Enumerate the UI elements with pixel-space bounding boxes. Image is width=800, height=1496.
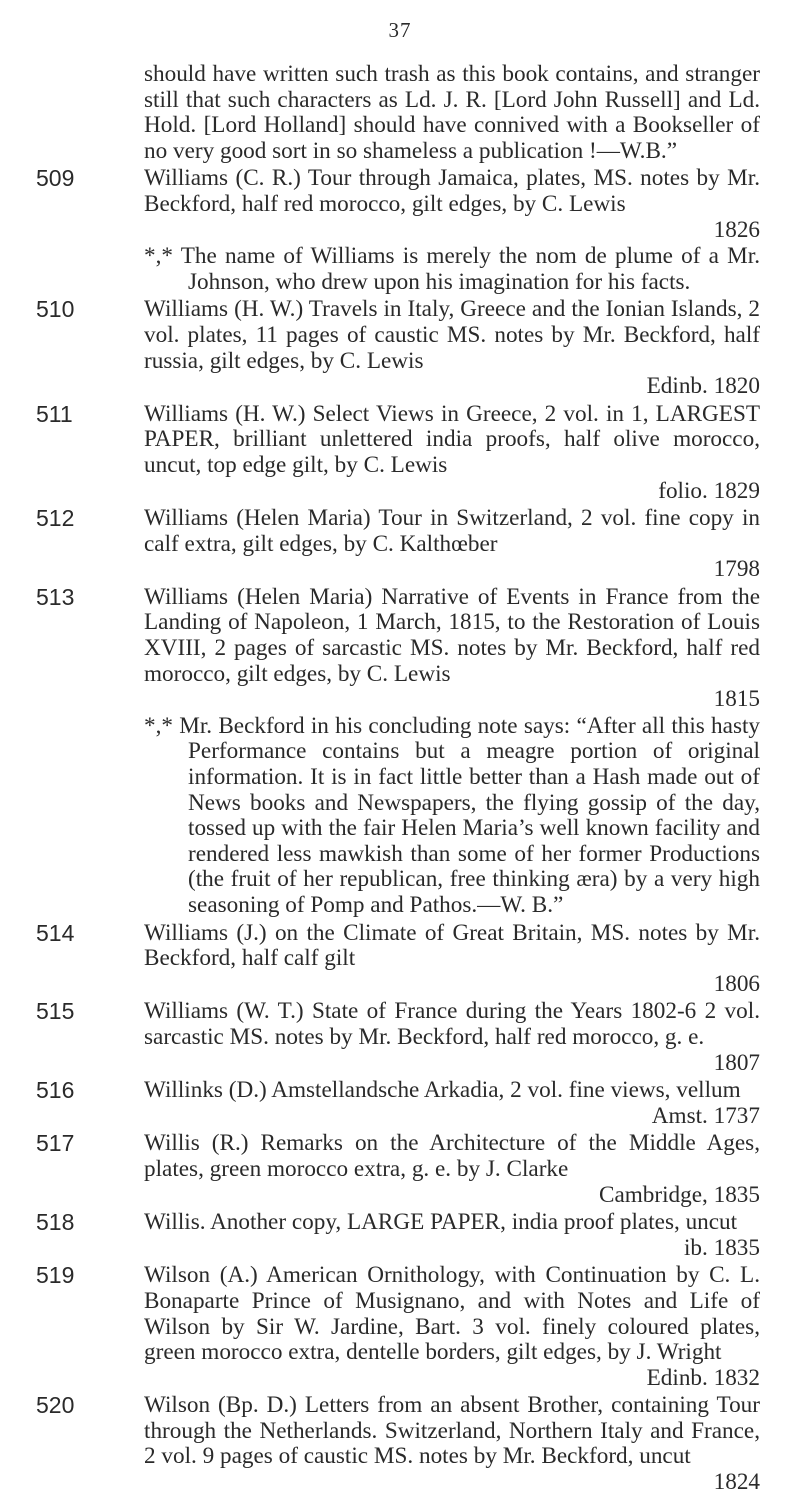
entry-number: 515 xyxy=(36,998,75,1025)
entry-date: ib. 1835 xyxy=(683,1234,760,1261)
entry-number: 511 xyxy=(36,400,73,427)
entry-date: Cambridge, 1835 xyxy=(599,1181,760,1208)
entry-number: 509 xyxy=(36,165,75,192)
page-number: 37 xyxy=(388,18,412,42)
entry-date: folio. 1829 xyxy=(658,477,760,504)
entry-date: 1806 xyxy=(713,970,760,997)
catalogue-entry xyxy=(36,297,760,399)
entry-date: Edinb. 1832 xyxy=(646,1364,760,1391)
catalogue-entry xyxy=(36,166,760,295)
entry-number: 512 xyxy=(36,505,75,532)
entry-text: Williams (W. T.) State of France during the Years 1802-6 2 vol. sarcastic MS. notes by Mr. Beckford, half red morocco, g. e. xyxy=(144,998,760,1050)
entry-date: Amst. 1737 xyxy=(651,1102,760,1129)
page-content xyxy=(36,62,760,1496)
entry-text: Williams (Helen Maria) Tour in Switzerland, 2 vol. fine copy in calf extra, gilt edges, by C. Kalthœber xyxy=(144,505,760,557)
catalogue-entry xyxy=(36,1210,760,1261)
entry-number: 517 xyxy=(36,1130,75,1157)
catalogue-entry xyxy=(36,1263,760,1391)
entry-text: Wilson (A.) American Ornithology, with Continuation by C. L. Bonaparte Prince of Musignano, and with Notes and Life of Wilson by Sir W. Jardine, Bart. 3 vol. finely coloured plates, green morocco extra, dentelle borders, gilt edges, by J. Wright xyxy=(144,1262,760,1366)
entry-date: 1798 xyxy=(713,556,760,583)
entry-number: 518 xyxy=(36,1209,75,1236)
entry-date: 1824 xyxy=(713,1469,760,1496)
entry-text: Williams (J.) on the Climate of Great Britain, MS. notes by Mr. Beckford, half calf gilt xyxy=(144,919,760,972)
catalogue-entry xyxy=(36,1078,760,1129)
entry-text: Willis (R.) Remarks on the Architecture of the Middle Ages, plates, green morocco extra, g. e. by J. Clarke xyxy=(144,1130,760,1182)
catalogue-entry xyxy=(36,506,760,583)
entry-number: 513 xyxy=(36,583,75,610)
entry-text: Williams (Helen Maria) Narrative of Events in France from the Landing of Napoleon, 1 March, 1815, to the Restoration of Louis XVIII, 2 pages of sarcastic MS. notes by Mr. Beckford, half red morocco, gilt edges, by C. Lewis xyxy=(144,583,760,687)
entry-date: 1815 xyxy=(713,686,760,713)
catalogue-entry xyxy=(36,585,760,919)
catalogue-entry xyxy=(36,1393,760,1495)
entry-text: Willis. Another copy, LARGE PAPER, india proof plates, uncut xyxy=(144,1209,738,1236)
catalogue-entry xyxy=(36,921,760,998)
entry-text: Willinks (D.) Amstellandsche Arkadia, 2 vol. fine views, vellum xyxy=(144,1077,741,1104)
entry-text: Williams (H. W.) Travels in Italy, Greece and the Ionian Islands, 2 vol. plates, 11 pages of caustic MS. notes by Mr. Beckford, half russia, gilt edges, by C. Lewis xyxy=(144,296,760,374)
entry-number: 520 xyxy=(36,1392,75,1419)
intro-paragraph: should have written such trash as this book contains, and stranger still that such characters as Ld. J. R. [Lord John Russell] and Ld. Hold. [Lord Holland] should have connived with a Bookseller of no very good sort in so shameless a publication !—W.B.” xyxy=(144,61,760,164)
entry-date: 1807 xyxy=(713,1049,760,1076)
entry-text: Wilson (Bp. D.) Letters from an absent Brother, containing Tour through the Netherlands. Switzerland, Northern Italy and France, 2 vol. 9 pages of caustic MS. notes by Mr. Beckford, uncut xyxy=(144,1392,760,1470)
catalogue-entry xyxy=(36,402,760,504)
entry-text: Williams (H. W.) Select Views in Greece, 2 vol. in 1, LARGEST PAPER, brilliant unlettered india proofs, half olive morocco, uncut, top edge gilt, by C. Lewis xyxy=(144,400,760,478)
entry-date: Edinb. 1820 xyxy=(646,373,760,400)
entry-date: 1826 xyxy=(713,216,760,243)
catalogue-entry xyxy=(36,1131,760,1208)
entry-number: 514 xyxy=(36,919,75,946)
entry-number: 519 xyxy=(36,1262,75,1289)
entry-text: Williams (C. R.) Tour through Jamaica, plates, MS. notes by Mr. Beckford, half red morocco, gilt edges, by C. Lewis xyxy=(144,165,760,217)
entry-number: 516 xyxy=(36,1077,75,1104)
entry-note: *,* The name of Williams is merely the nom de plume of a Mr. Johnson, who drew upon his imagination for his facts. xyxy=(144,243,760,295)
entry-number: 510 xyxy=(36,296,75,323)
catalogue-entry xyxy=(36,999,760,1076)
entry-note: *,* Mr. Beckford in his concluding note says: “After all this hasty Performance contains but a meagre portion of original information. It is in fact little better than a Hash made out of News books and Newspapers, the flying gossip of the day, tossed up with the fair Helen Maria’s well known facility and rendered less mawkish than some of her former Productions (the fruit of her republican, free thinking æra) by a very high seasoning of Pomp and Pathos.—W. B.” xyxy=(144,712,760,918)
